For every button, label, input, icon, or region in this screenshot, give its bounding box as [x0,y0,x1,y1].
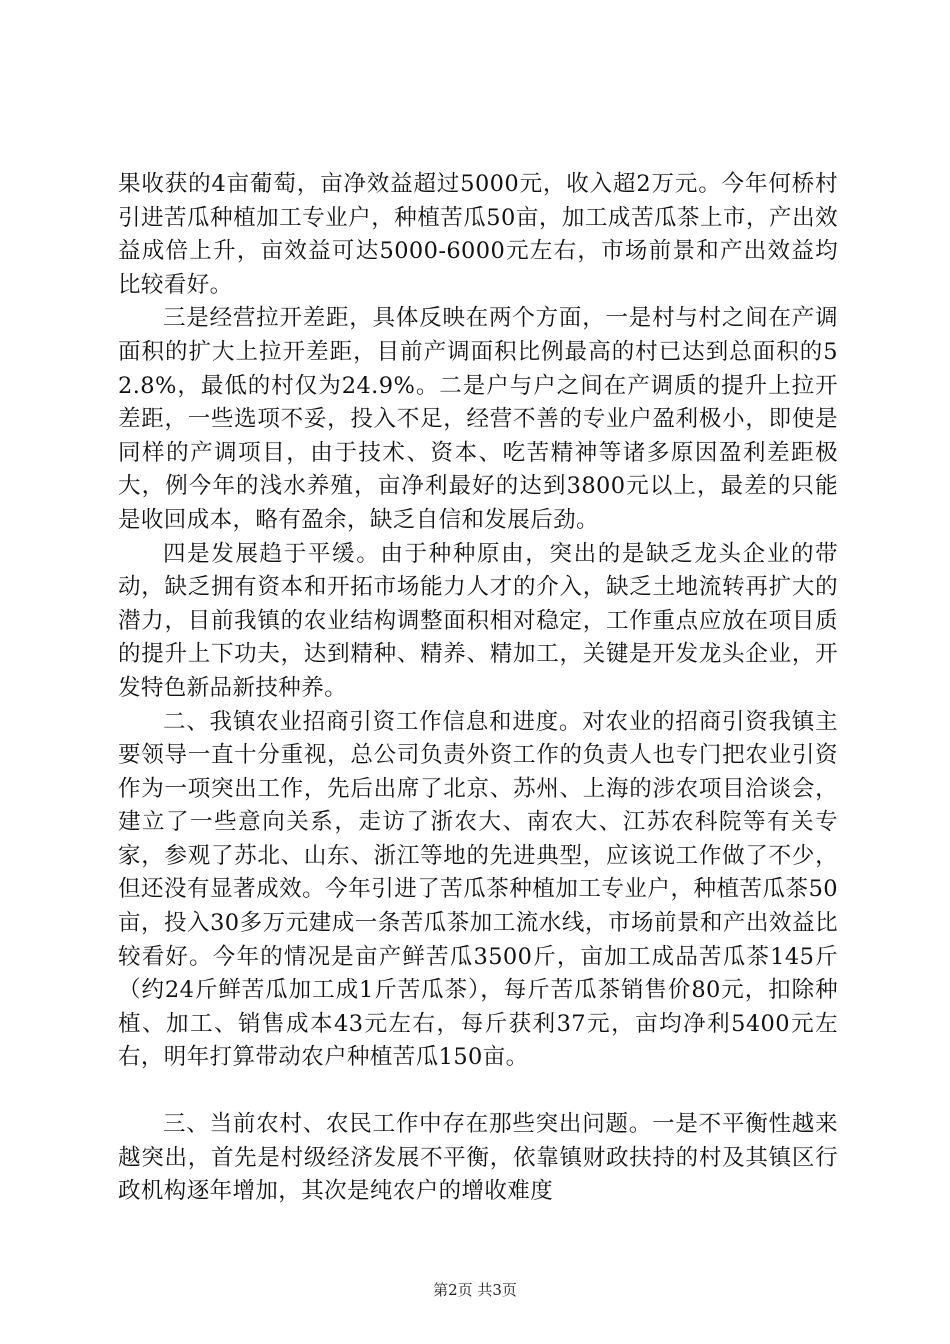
paragraph-section-two: 二、我镇农业招商引资工作信息和进度。对农业的招商引资我镇主要领导一直十分重视，总公司负责外资工作的负责人也专门把农业引资作为一项突出工作，先后出席了北京、苏州、上海的涉农项目洽谈会，建立了一些意向关系，走访了浙农大、南农大、江苏农科院等有关专家，参观了苏北、山东、浙江等地的先进典型，应该说工作做了不少，但还没有显著成效。今年引进了苦瓜茶种植加工专业户，种植苦瓜茶50亩，投入30多万元建成一条苦瓜茶加工流水线，市场前景和产出效益比较看好。今年的情况是亩产鲜苦瓜3500斤，亩加工成品苦瓜茶145斤（约24斤鲜苦瓜加工成1斤苦瓜茶），每斤苦瓜茶销售价80元，扣除种植、加工、销售成本43元左右，每斤获利37元，亩均净利5400元左右，明年打算带动农户种植苦瓜150亩。 [118,708,838,1071]
document-body [118,168,838,1209]
paragraph-point-three: 三是经营拉开差距，具体反映在两个方面，一是村与村之间在产调面积的扩大上拉开差距，目前产调面积比例最高的村已达到总面积的52.8%，最低的村仅为24.9%。二是户与户之间在产调质的提升上拉开差距，一些选项不妥，投入不足，经营不善的专业户盈利极小，即使是同样的产调项目，由于技术、资本、吃苦精神等诸多原因盈利差距极大，例今年的浅水养殖，亩净利最好的达到3800元以上，最差的只能是收回成本，略有盈余，缺乏自信和发展后劲。 [118,305,838,533]
paragraph-point-four: 四是发展趋于平缓。由于种种原由，突出的是缺乏龙头企业的带动，缺乏拥有资本和开拓市场能力人才的介入，缺乏土地流转再扩大的潜力，目前我镇的农业结构调整面积相对稳定，工作重点应放在项目质的提升上下功夫，达到精种、精养、精加工，关键是开发龙头企业，开发特色新品新技种养。 [118,540,838,701]
paragraph-section-three: 三、当前农村、农民工作中存在那些突出问题。一是不平衡性越来越突出，首先是村级经济发展不平衡，依靠镇财政扶持的村及其镇区行政机构逐年增加，其次是纯农户的增收难度 [118,1111,838,1205]
paragraph-continuation: 果收获的4亩葡萄，亩净效益超过5000元，收入超2万元。今年何桥村引进苦瓜种植加工专业户，种植苦瓜50亩，加工成苦瓜茶上市，产出效益成倍上升，亩效益可达5000-6000元左右，市场前景和产出效益均比较看好。 [118,171,838,298]
page-number-footer: 第2页 共3页 [433,1281,517,1299]
